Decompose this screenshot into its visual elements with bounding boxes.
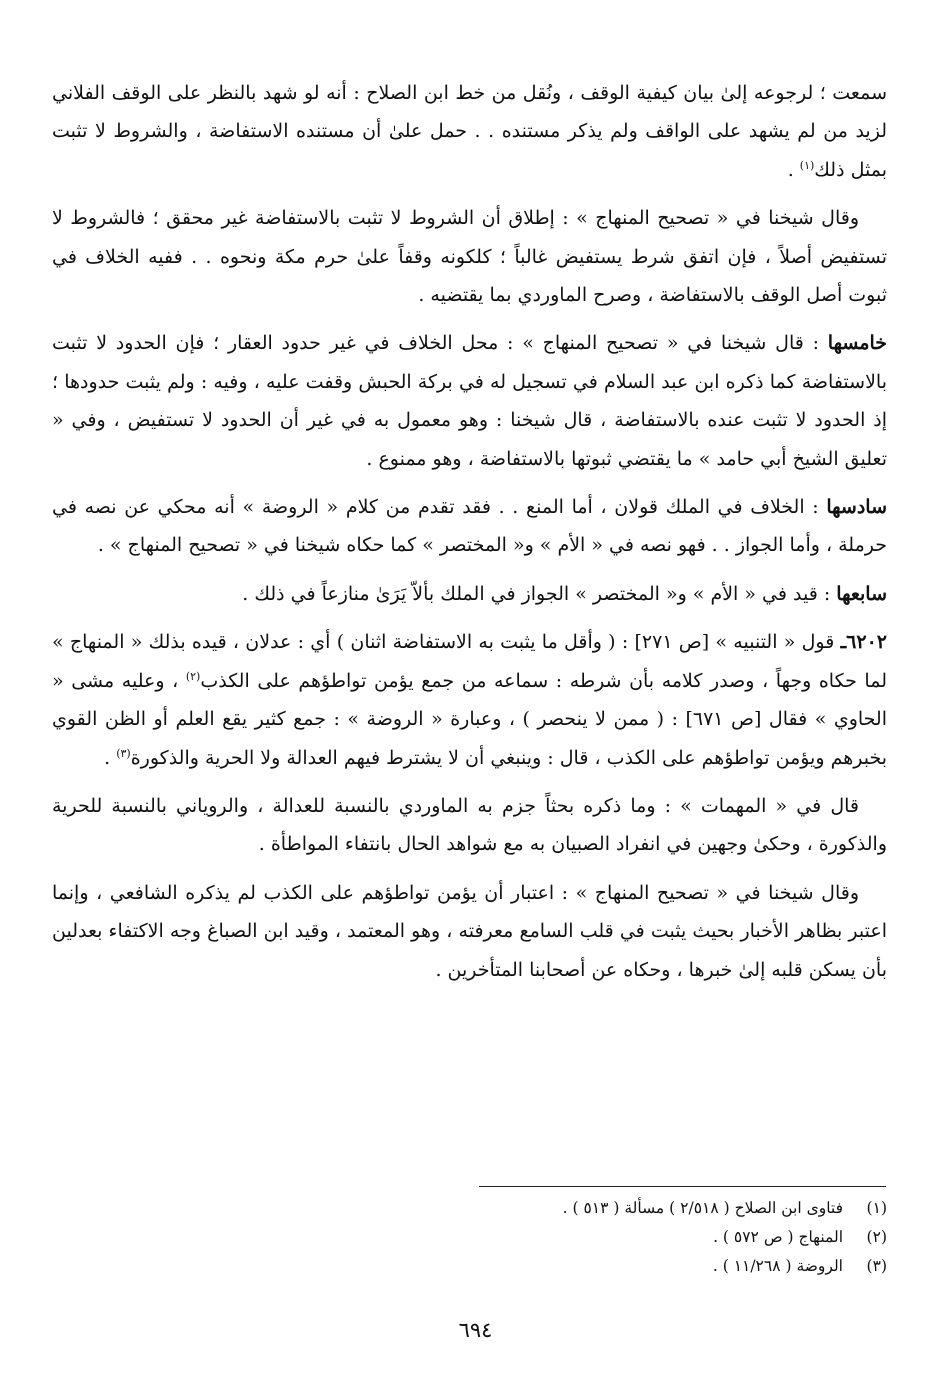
footnote-number: (١) [866, 1199, 887, 1217]
paragraph-last: وقال شيخنا في « تصحيح المنهاج » : اعتبار أن يؤمن تواطؤهم على الكذب لم يذكره الشافعي ، وإنما اعتبر بظاهر الأخبار بحيث يثبت في قلب السامع معرفته ، وهو المعتمد ، وقيد ابن الصباغ وجه الاكتفاء بعدلين بأن يسكن قلبه إلىٰ خبرها ، وحكاه عن أصحابنا المتأخرين . [52, 881, 887, 981]
footnote-number: (٣) [866, 1257, 887, 1275]
paragraph-seventh: سابعها : قيد في « الأم » و« المختصر » الجواز في الملك بألاّ يَرَىٰ منازعاً في ذلك . [242, 582, 887, 605]
footnote-text: الروضة ( ١١/٢٦٨ ) . [712, 1257, 843, 1275]
page-number: ٦٩٤ [458, 1318, 493, 1342]
paragraph-lead: سادسها [826, 496, 887, 519]
paragraph-fifth: خامسها : قال شيخنا في « تصحيح المنهاج » : محل الخلاف في غير حدود العقار ؛ فإن الحدود لا تثبت بالاستفاضة كما ذكره ابن عبد السلام في تسجيل له في بركة الحبش وقفت عليه ، وفيه : ولم يثبت حدودها ؛ إذ الحدود لا تثبت عنده بالاستفاضة ، قال شيخنا : وهو معمول به في غير أن الحدود لا تستفيض ، وفي « تعليق الشيخ أبي حامد » ما يقتضي ثبوتها بالاستفاضة ، وهو ممنوع . [52, 332, 887, 470]
paragraph-lead: سابعها [836, 582, 887, 605]
footnote-number: (٢) [866, 1228, 887, 1246]
paragraph-lead: خامسها [827, 332, 887, 355]
paragraph-number: ٦٢٠٢ـ [840, 631, 887, 654]
footnote-ref-3: (٣) [116, 746, 131, 760]
footnotes [440, 1194, 887, 1281]
footnote-2 [440, 1223, 887, 1252]
paragraph-6202: ٦٢٠٢ـ قول « التنبيه » [ص ٢٧١] : ( وأقل ما يثبت به الاستفاضة اثنان ) أي : عدلان ، قيده بذلك « المنهاج » لما حكاه وجهاً ، وصدر كلامه بأن شرطه : سماعه من جمع يؤمن تواطؤهم على الكذب$^{(٢)}$ ، وعليه مشى « الحاوي » فقال [ص ٦٧١] : ( ممن لا ينحصر ) ، وعبارة « الروضة » : جمع كثير يقع العلم أو الظن القوي بخبرهم ويؤمن تواطؤهم على الكذب ، قال : وينبغي أن لا يشترط فيهم العدالة ولا الحرية والذكورة$^{(٣)}$ . [52, 631, 887, 769]
paragraph-2: وقال شيخنا في « تصحيح المنهاج » : إطلاق أن الشروط لا تثبت بالاستفاضة غير محقق ؛ فالشروط لا تستفيض أصلاً ، فإن اتفق شرط يستفيض غالباً ؛ كلكونه وقفاً علىٰ حرم مكة ونحوه . . ففيه الخلاف في ثبوت أصل الوقف بالاستفاضة ، وصرح الماوردي بما يقتضيه . [52, 207, 888, 307]
main-text [52, 74, 887, 999]
footnote-ref-2: (٢) [185, 669, 201, 683]
paragraph-sixth: سادسها : الخلاف في الملك قولان ، أما المنع . . فقد تقدم من كلام « الروضة » أنه محكي عن نصه في حرملة ، وأما الجواز . . فهو نصه في « الأم » و« المختصر » كما حكاه شيخنا في « تصحيح المنهاج » . [52, 496, 887, 557]
paragraph-1: سمعت ؛ لرجوعه إلىٰ بيان كيفية الوقف ، ونُقل من خط ابن الصلاح : أنه لو شهد بالنظر على الوقف الفلاني لزيد من لم يشهد على الواقف ولم يذكر مستنده . . حمل علىٰ أن مستنده الاستفاضة ، والشروط لا تثبت بمثل ذلك$^{(١)}$ . [52, 82, 887, 181]
footnote-text: المنهاج ( ص ٥٧٢ ) . [713, 1228, 843, 1246]
footnote-3 [440, 1252, 887, 1281]
footnote-1 [440, 1194, 887, 1223]
footnote-divider [479, 1186, 886, 1187]
footnote-ref-1: (١) [799, 158, 815, 172]
footnote-text: فتاوى ابن الصلاح ( ٢/٥١٨ ) مسألة ( ٥١٣ ) . [562, 1199, 843, 1217]
paragraph-muhimmat: قال في « المهمات » : وما ذكره بحثاً جزم به الماوردي بالنسبة للعدالة ، والروياني بالنسبة للحرية والذكورة ، وحكىٰ وجهين في انفراد الصبيان به مع شواهد الحال بانتفاء المواطأة . [52, 794, 887, 856]
